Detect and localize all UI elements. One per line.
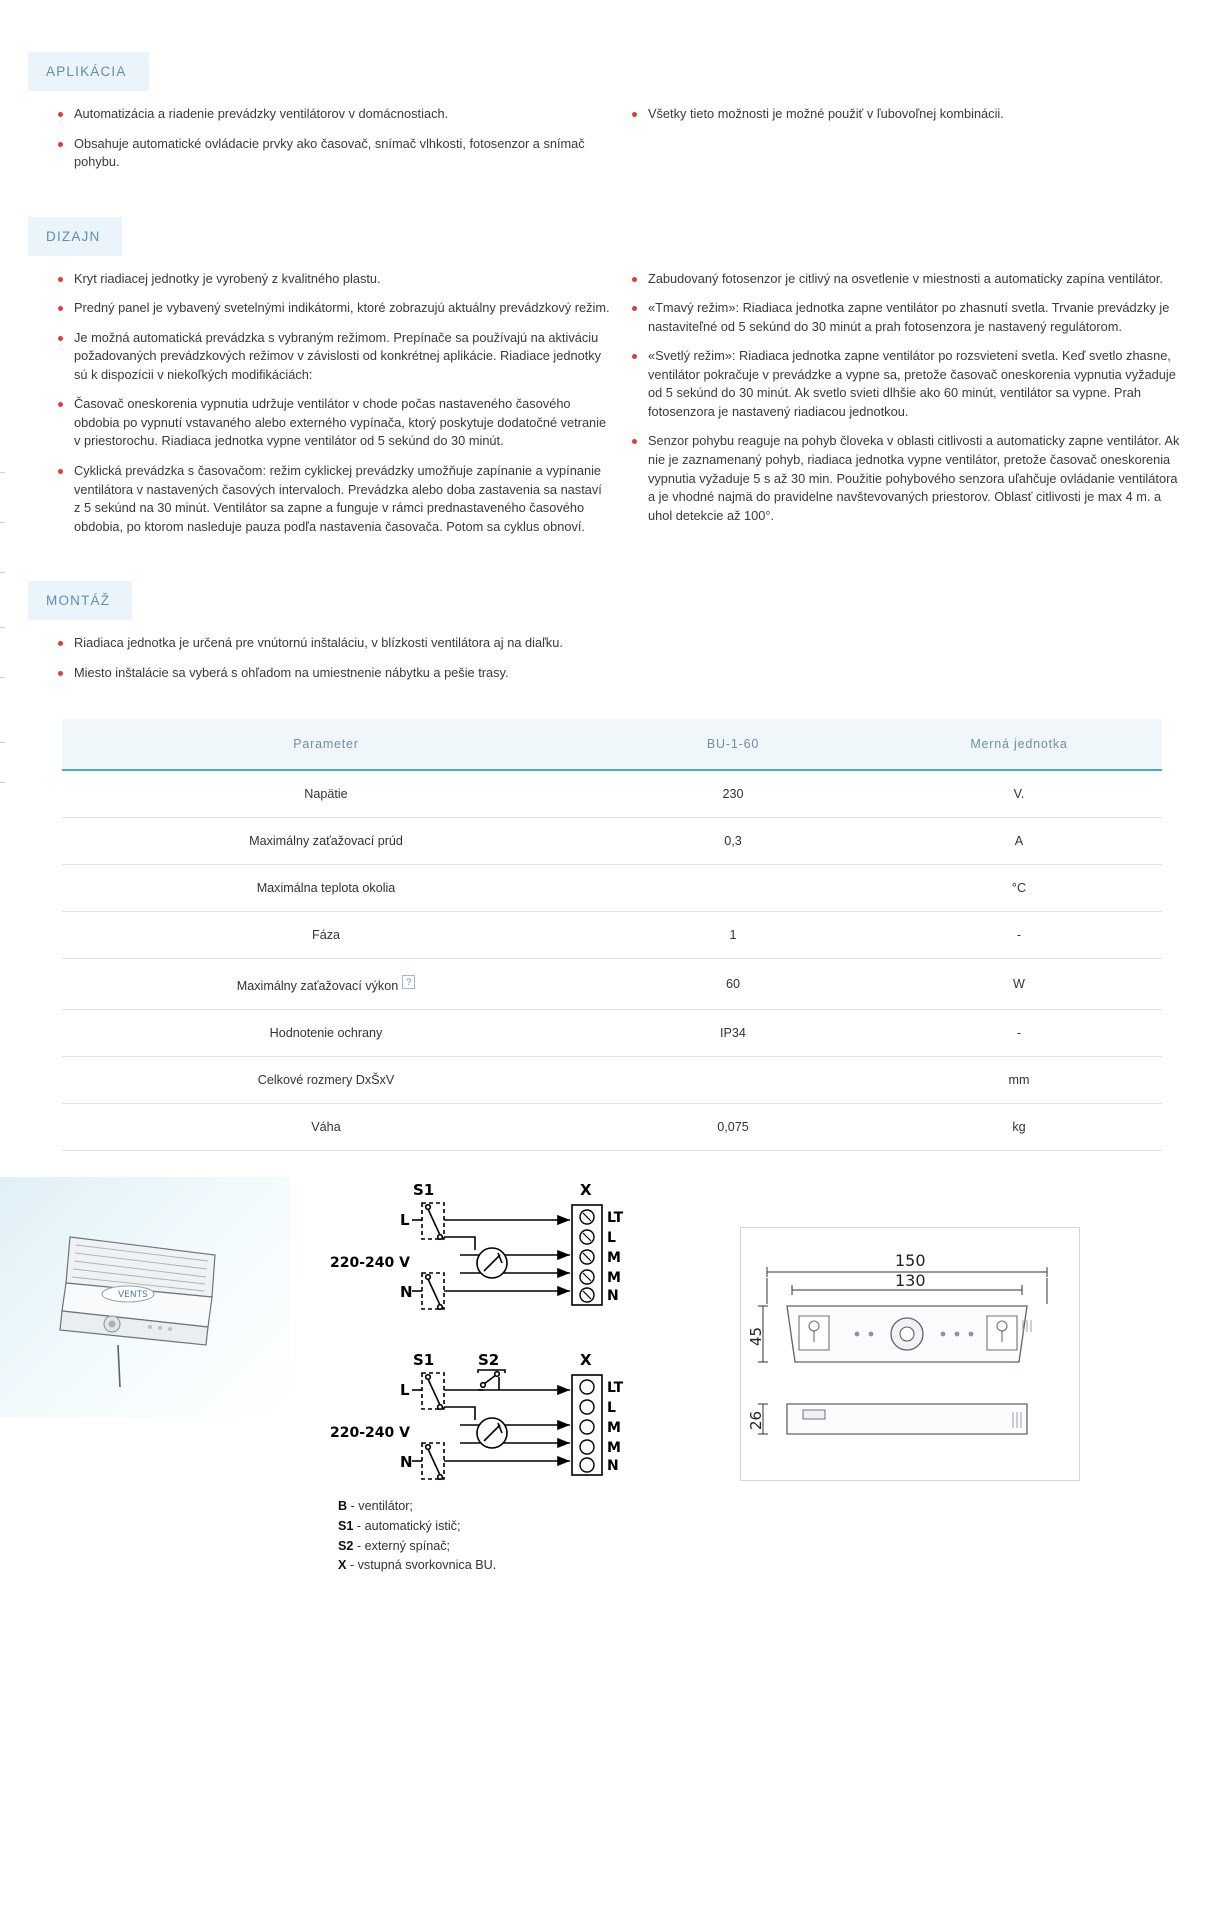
table-row [62,818,1162,865]
cell-unit: °C [876,865,1162,912]
legend-row [338,1517,1224,1537]
cell-parameter: Váha [62,1104,590,1151]
list-item: Miesto inštalácie sa vyberá s ohľadom na umiestnenie nábytku a pešie trasy. [56,664,1184,683]
label-breaker-bottom: S1 [413,1351,435,1370]
column-header-unit: Merná jednotka [876,719,1162,770]
cell-unit: A [876,818,1162,865]
dimension-height-front: 45 [747,1327,765,1347]
table-row [62,1104,1162,1151]
cell-unit: W [876,959,1162,1010]
cell-unit: - [876,912,1162,959]
product-photo-illustration [0,1177,290,1417]
cell-value: 0,075 [590,1104,876,1151]
label-supply-top: 220-240 V [330,1255,410,1272]
legend-row [338,1556,1224,1576]
cell-value: IP34 [590,1010,876,1057]
legend-row [338,1497,1224,1517]
list-item: «Svetlý režim»: Riadiaca jednotka zapne ventilátor po rozsvietení svetla. Keď svetlo zhasne, ventilátor pokračuje v prevádzke a vypne sa, pretože časovač oneskorenia vypnutia vyžaduje od 5 sekúnd do 30 minút. Ak svetlo svieti dlhšie ako 60 minút, ventilátor sa vypne. Prah fotosenzora je nastavený riadiacou jednotkou. [630,347,1184,421]
info-note-icon[interactable]: ? [402,975,415,989]
terminal-label: N [607,1458,619,1475]
label-neutral-bottom: N [400,1453,413,1472]
cell-parameter: Hodnotenie ochrany [62,1010,590,1057]
dimension-depth-side: 26 [747,1411,765,1431]
label-line-top: L [400,1211,410,1230]
specifications-table [62,719,1162,1151]
application-columns [0,91,1224,183]
legend-key: S1 [338,1519,354,1533]
design-right-column [630,270,1184,548]
brand-label: VENTS [118,1290,148,1301]
dimension-drawing [740,1227,1080,1481]
edge-tick [0,677,5,678]
label-terminal-bottom: X [580,1351,592,1370]
cell-unit: mm [876,1057,1162,1104]
dimension-drawing-svg [747,1234,1073,1474]
edge-tick [0,742,5,743]
list-item: Kryt riadiacej jednotky je vyrobený z kvalitného plastu. [56,270,610,289]
cell-value: 60 [590,959,876,1010]
list-item: Automatizácia a riadenie prevádzky ventilátorov v domácnostiach. [56,105,610,124]
document-page [0,52,1224,1616]
edge-tick [0,472,5,473]
legend-text: - vstupná svorkovnica BU. [349,1558,497,1573]
terminal-label: LT [607,1210,624,1227]
wiring-diagrams [300,1177,700,1487]
column-header-parameter: Parameter [62,719,590,770]
terminal-label: M [607,1270,621,1287]
section-title-mounting: MONTÁŽ [28,581,132,620]
table-row [62,959,1162,1010]
wiring-legend [0,1487,1224,1575]
list-item: Predný panel je vybavený svetelnými indikátormi, ktoré zobrazujú aktuálny prevádzkový režim. [56,299,610,318]
list-item: Je možná automatická prevádzka s vybraným režimom. Prepínače sa používajú na aktiváciu požadovaných prevádzkových režimov v závislosti od konkrétnej aplikácie. Riadiace jednotky sú k dispozícii v niekoľkých modifikáciách: [56,329,610,385]
figures-row [0,1177,1224,1487]
list-item: Všetky tieto možnosti je možné použiť v ľubovoľnej kombinácii. [630,105,1184,124]
label-breaker-top: S1 [413,1181,435,1200]
cell-parameter: Maximálna teplota okolia [62,865,590,912]
legend-key: B [338,1499,348,1514]
terminal-label: LT [607,1380,624,1397]
cell-parameter: Celkové rozmery DxŠxV [62,1057,590,1104]
cell-unit: - [876,1010,1162,1057]
label-neutral-top: N [400,1283,413,1302]
cell-value: 230 [590,770,876,818]
design-columns [0,256,1224,548]
mounting-list [56,634,1184,693]
wiring-diagram-svg [300,1177,700,1487]
section-application [0,52,1224,183]
section-title-application: APLIKÁCIA [28,52,149,91]
label-line-bottom: L [400,1381,410,1400]
terminal-label: M [607,1440,621,1457]
cell-value [590,865,876,912]
application-right-column [630,105,1184,183]
cell-parameter [62,959,590,1010]
terminal-label: N [607,1288,619,1305]
cell-parameter: Maximálny zaťažovací prúd [62,818,590,865]
table-row [62,1057,1162,1104]
edge-tick [0,782,5,783]
edge-tick [0,522,5,523]
edge-tick [0,627,5,628]
legend-text: - automatický istič; [356,1519,461,1533]
legend-key: S2 [338,1538,354,1553]
edge-tick [0,572,5,573]
list-item: Obsahuje automatické ovládacie prvky ako časovač, snímač vlhkosti, fotosenzor a snímač pohybu. [56,135,610,172]
terminal-label: L [607,1400,616,1417]
mounting-columns [0,620,1224,693]
label-switch-bottom: S2 [478,1351,500,1370]
list-item: Senzor pohybu reaguje na pohyb človeka v oblasti citlivosti a automaticky zapne ventilátor. Ak nie je zaznamenaný pohyb, riadiaca jednotka vypne ventilátor, pretože časovač oneskorenia vypnutia vyžaduje 5 s až 30 min. Použitie pohybového senzora uľahčuje ovládanie ventilátora a je vhodné najmä do pravidelne navštevovaných priestorov. Oblasť citlivosti je max 4 m. a uhol detekcie až 100°. [630,432,1184,525]
legend-row [338,1537,1224,1557]
list-item: Časovač oneskorenia vypnutia udržuje ventilátor v chode počas nastaveného časového obdobia po vypnutí vstavaného alebo externého vypínača, ktorý poskytuje dodatočné vetranie v priestorochu. Riadiaca jednotka vypne ventilátor od 5 sekúnd do 30 minút. [56,395,610,451]
product-photo [0,1177,290,1417]
cell-value: 1 [590,912,876,959]
cell-unit: V. [876,770,1162,818]
label-supply-bottom: 220-240 V [330,1425,410,1442]
label-terminal-top: X [580,1181,592,1200]
list-item: Zabudovaný fotosenzor je citlivý na osvetlenie v miestnosti a automaticky zapína ventilátor. [630,270,1184,289]
section-mounting [0,581,1224,693]
list-item: Cyklická prevádzka s časovačom: režim cyklickej prevádzky umožňuje zapínanie a vypínanie ventilátora v nastavených časových intervaloch. Prevádzka alebo doba zastavenia sa nastaví z 5 sekúnd na 30 minút. Ventilátor sa zapne a funguje v rámci prednastaveného časového obdobia, po ktorom nasleduje pauza podľa nastavenia časovača. Potom sa cyklus obnoví. [56,462,610,536]
cell-value [590,1057,876,1104]
list-item: Riadiaca jednotka je určená pre vnútornú inštaláciu, v blízkosti ventilátora aj na diaľku. [56,634,1184,653]
terminal-label: M [607,1250,621,1267]
cell-parameter: Napätie [62,770,590,818]
cell-parameter-label: Maximálny zaťažovací výkon [236,979,399,994]
column-header-model: BU-1-60 [590,719,876,770]
cell-unit: kg [876,1104,1162,1151]
table-header-row [62,719,1162,770]
dimension-width-inner: 130 [895,1271,926,1291]
cell-value: 0,3 [590,818,876,865]
legend-text: - ventilátor; [350,1499,413,1514]
terminal-label: L [607,1230,616,1247]
section-design [0,217,1224,548]
table-row [62,1010,1162,1057]
terminal-label: M [607,1420,621,1437]
table-row [62,770,1162,818]
list-item: «Tmavý režim»: Riadiaca jednotka zapne ventilátor po zhasnutí svetla. Trvanie prevádzky je nastaviteľné od 5 sekúnd do 30 minút a prah fotosenzora je nastavený regulátorom. [630,299,1184,336]
dimension-width-outer: 150 [895,1251,926,1271]
table-row [62,912,1162,959]
section-title-design: DIZAJN [28,217,122,256]
legend-text: - externý spínač; [356,1538,451,1553]
legend-key: X [338,1558,347,1573]
design-left-column [56,270,610,548]
cell-parameter: Fáza [62,912,590,959]
table-row [62,865,1162,912]
application-left-column [56,105,610,183]
